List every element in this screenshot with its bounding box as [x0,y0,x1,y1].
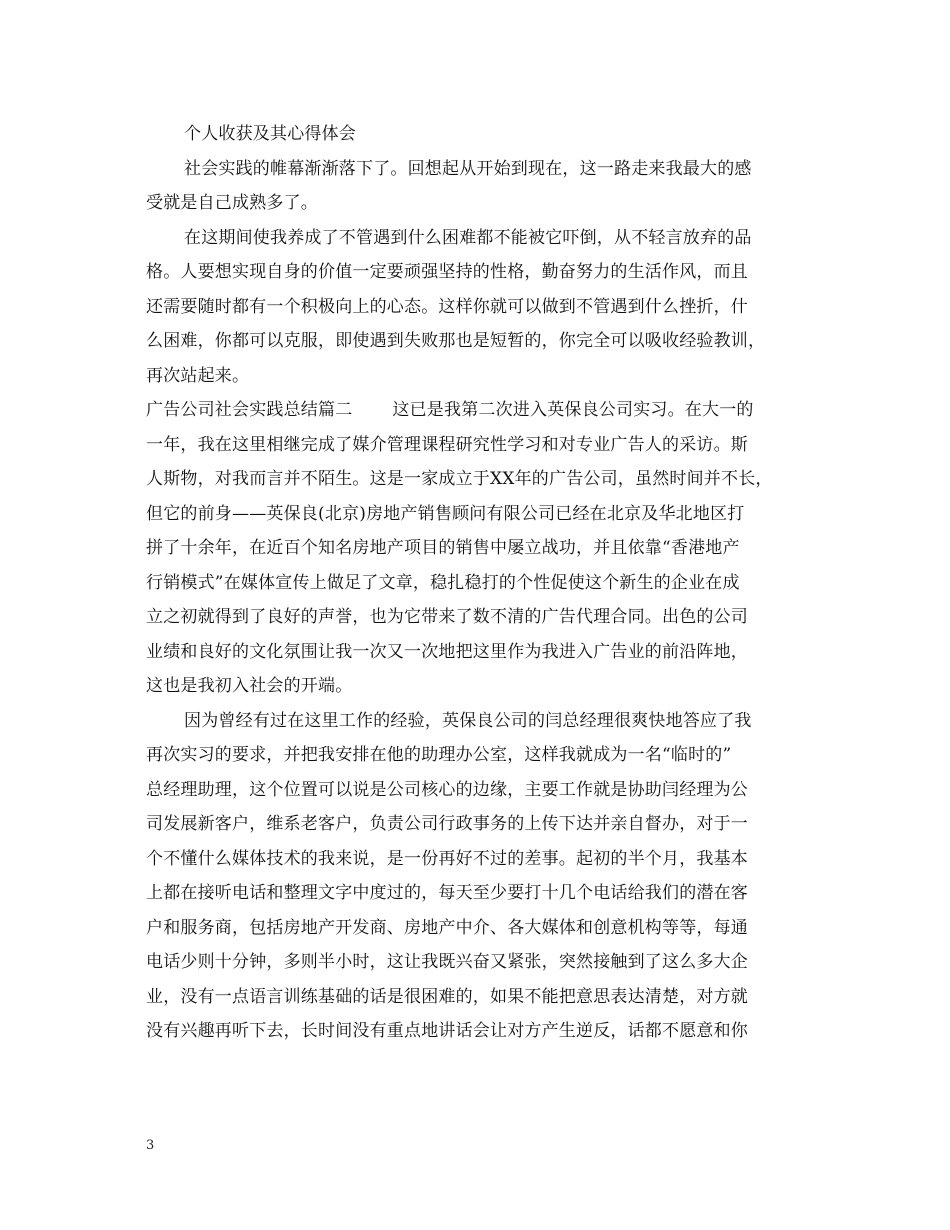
paragraph-line: 还需要随时都有一个积极向上的心态。这样你就可以做到不管遇到什么挫折，什 [146,296,748,317]
paragraph-line: 因为曾经有过在这里工作的经验，英保良公司的闫总经理很爽快地答应了我 [184,710,752,731]
paragraph-line: 但它的前身——英保良(北京)房地产销售顾问有限公司已经在北京及华北地区打 [146,503,745,524]
paragraph-line-start: 这已是我第二次进入英保良公司实习。在大一的 [392,400,754,420]
paragraph-line: 格。人要想实现自身的价值一定要顽强坚持的性格，勤奋努力的生活作风，而且 [146,262,748,282]
paragraph-line: 立之初就得到了良好的声誉，也为它带来了数不清的广告代理合同。出色的公司 [146,607,748,627]
paragraph-line: 总经理助理，这个位置可以说是公司核心的边缘，主要工作就是协助闫经理为公 [146,779,748,800]
section-heading: 个人收获及其心得体会 [184,124,356,144]
paragraph-line: 受就是自己成熟多了。 [146,193,318,213]
paragraph-line: 司发展新客户，维系老客户，负责公司行政事务的上传下达并亲自督办，对于一 [146,814,748,834]
paragraph-line: 再次实习的要求，并把我安排在他的助理办公室，这样我就成为一名“临时的” [146,745,732,765]
paragraph-line: 一年，我在这里相继完成了媒介管理课程研究性学习和对专业广告人的采访。斯 [146,434,748,455]
section-title-line [146,393,826,428]
paragraph-line: 么困难，你都可以克服，即使遇到失败那也是短暂的，你完全可以吸收经验教训， [146,331,766,351]
page-number: 3 [146,1138,155,1153]
paragraph-line: 上都在接听电话和整理文字中度过的，每天至少要打十几个电话给我们的潜在客 [146,883,748,903]
paragraph-line: 再次站起来。 [146,365,250,386]
document-body [146,117,826,1049]
paragraph-line: 社会实践的帷幕渐渐落下了。回想起从开始到现在，这一路走来我最大的感 [184,158,752,179]
paragraph-line: 这也是我初入社会的开端。 [146,676,353,696]
section-title: 广告公司社会实践总结篇二 [146,400,353,420]
paragraph-line: 行销模式”在媒体宣传上做足了文章，稳扎稳打的个性促使这个新生的企业在成 [146,572,740,593]
paragraph-line: 个不懂什么媒体技术的我来说，是一份再好不过的差事。起初的半个月，我基本 [146,848,748,869]
paragraph-line: 业绩和良好的文化氛围让我一次又一次地把这里作为我进入广告业的前沿阵地， [146,641,748,662]
paragraph-line: 电话少则十分钟，多则半小时，这让我既兴奋又紧张，突然接触到了这么多大企 [146,952,748,972]
paragraph-line: 业，没有一点语言训练基础的话是很困难的，如果不能把意思表达清楚，对方就 [146,986,748,1007]
paragraph-line: 户和服务商，包括房地产开发商、房地产中介、各大媒体和创意机构等等，每通 [146,917,748,938]
paragraph-line: 没有兴趣再听下去，长时间没有重点地讲话会让对方产生逆反，话都不愿意和你 [146,1021,748,1041]
paragraph-line: 在这期间使我养成了不管遇到什么困难都不能被它吓倒，从不轻言放弃的品 [184,227,752,248]
paragraph-line: 拼了十余年，在近百个知名房地产项目的销售中屡立战功，并且依靠“香港地产 [146,538,740,558]
paragraph-line: 人斯物，对我而言并不陌生。这是一家成立于XX年的广告公司，虽然时间并不长， [146,469,773,489]
